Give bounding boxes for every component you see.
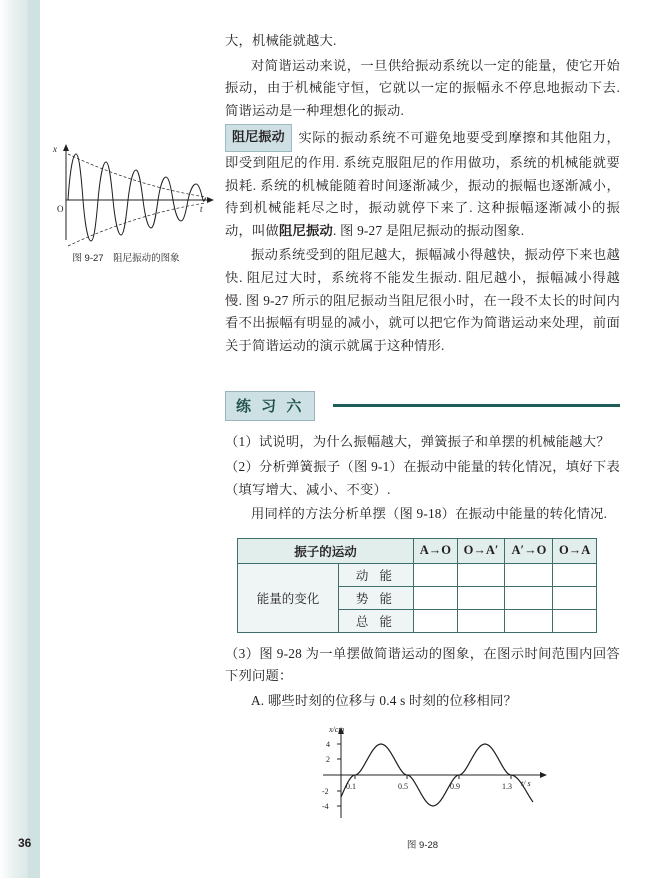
table-row-label: 能量的变化: [238, 563, 339, 632]
paragraph-2: 对简谐运动来说，一旦供给振动系统以一定的能量，使它开始振动，由于机械能守恒，它就以一定的振幅永不停息地振动下去. 简谐运动是一种理想化的振动.: [225, 57, 620, 118]
energy-transformation-table: [237, 538, 597, 633]
table-cell-blank[interactable]: [505, 609, 553, 632]
svg-text:2: 2: [325, 755, 330, 765]
figure-9-28: [225, 722, 620, 851]
table-header-cell-2: O→A′: [457, 538, 505, 563]
table-cell-blank[interactable]: [457, 563, 505, 586]
table-header-row: [238, 538, 597, 563]
decorative-left-stripe: [28, 0, 40, 878]
table-subrow-label-2: 总 能: [339, 609, 414, 632]
exercise-question-3a: A. 哪些时刻的位移与 0.4 s 时刻的位移相同？: [251, 692, 517, 708]
exercise-heading: [225, 391, 620, 417]
table-header-cell-3: A′→O: [505, 538, 553, 563]
figure-9-28-caption: 图 9-28: [406, 840, 439, 852]
svg-text:0.9: 0.9: [449, 782, 460, 792]
svg-text:t/ s: t/ s: [520, 779, 531, 789]
figure-9-27: [48, 140, 218, 260]
table-header-cell-4: O→A: [553, 538, 597, 563]
main-content: [225, 30, 620, 851]
svg-text:0.5: 0.5: [397, 782, 408, 792]
paragraph-3-part2: . 图 9-27 是阻尼振动的振动图象.: [333, 222, 525, 238]
figure-9-27-caption: 图 9-27 阻尼振动的图象: [72, 253, 180, 264]
svg-text:x: x: [53, 144, 57, 154]
table-cell-blank[interactable]: [505, 586, 553, 609]
exercise-question-3: （3）图 9-28 为一单摆做简谐运动的图象，在图示时间范围内回答下列问题：: [225, 645, 620, 684]
svg-text:4: 4: [325, 740, 330, 750]
svg-text:0.1: 0.1: [345, 782, 356, 792]
exercise-question-1: （1）试说明，为什么振幅越大，弹簧振子和单摆的机械能越大？: [225, 434, 610, 450]
table-cell-blank[interactable]: [553, 586, 597, 609]
paragraph-4: 振动系统受到的阻尼越大，振幅减小得越快，振动停下来也越快. 阻尼过大时，系统将不能发生振动. 阻尼越小，振幅减小得越慢. 图 9-27 所示的阻尼振动当阻尼很小时，在一段不太长的时间内看不出振幅有明显的减小，就可以把它作为简谐运动来处理，前面关于简谐运动的演示就属于这种情形.: [225, 247, 620, 353]
svg-text:x/cm: x/cm: [328, 725, 344, 735]
table-subrow-label-0: 动 能: [339, 563, 414, 586]
exercise-rule: [333, 404, 620, 407]
table-cell-blank[interactable]: [457, 586, 505, 609]
svg-text:O: O: [57, 204, 64, 214]
exercise-badge: 练 习 六: [225, 391, 315, 421]
table-subrow-label-1: 势 能: [339, 586, 414, 609]
svg-text:t: t: [200, 204, 203, 214]
section-tag-damped-vibration: 阻尼振动: [225, 124, 292, 152]
svg-text:-4: -4: [321, 802, 329, 812]
table-cell-blank[interactable]: [505, 563, 553, 586]
svg-text:1.3: 1.3: [501, 782, 512, 792]
table-header-cell-1: A→O: [414, 538, 458, 563]
table-cell-blank[interactable]: [553, 609, 597, 632]
paragraph-3: [225, 124, 620, 242]
decorative-left-band: [0, 0, 40, 878]
paragraph-1: 大，机械能就越大.: [225, 33, 337, 48]
svg-text:-2: -2: [321, 787, 329, 797]
table-cell-blank[interactable]: [414, 609, 458, 632]
table-cell-blank[interactable]: [414, 563, 458, 586]
table-cell-blank[interactable]: [553, 563, 597, 586]
table-header-cell-0: 振子的运动: [238, 538, 414, 563]
paragraph-3-bold-term: 阻尼振动: [279, 222, 333, 238]
table-cell-blank[interactable]: [457, 609, 505, 632]
page-number: 36: [18, 836, 32, 850]
paragraph-3-part1: 实际的振动系统不可避免地要受到摩擦和其他阻力，即受到阻尼的作用. 系统克服阻尼的作用做功，系统的机械能就要损耗. 系统的机械能随着时间逐渐减少，振动的振幅也逐渐减小，待到机械能耗尽之时，振动就停下来了. 这种振幅逐渐减小的振动，叫做: [225, 130, 620, 238]
exercise-question-2b: 用同样的方法分析单摆（图 9-18）在振动中能量的转化情况.: [251, 506, 608, 522]
table-row: [238, 563, 597, 586]
exercise-question-2: （2）分析弹簧振子（图 9-1）在振动中能量的转化情况，填好下表（填写增大、减小、不变）.: [225, 458, 620, 497]
table-cell-blank[interactable]: [414, 586, 458, 609]
